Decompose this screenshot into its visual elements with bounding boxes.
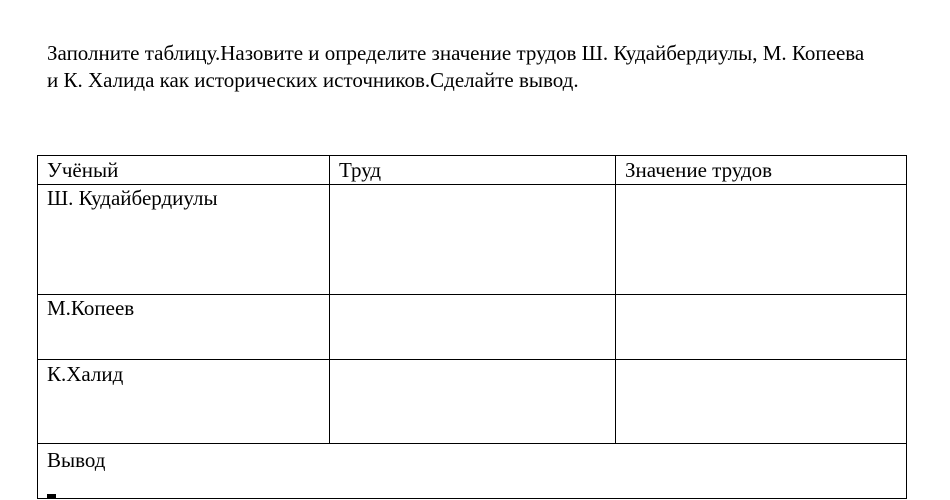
worksheet-table (37, 155, 907, 499)
significance-cell[interactable] (616, 185, 907, 295)
scholar-cell: К.Халид (38, 360, 330, 444)
table-header-row (38, 156, 907, 185)
work-cell[interactable] (330, 360, 616, 444)
clipped-heading (47, 0, 52, 10)
scholar-cell: Ш. Кудайбердиулы (38, 185, 330, 295)
significance-cell[interactable] (616, 295, 907, 360)
work-cell[interactable] (330, 295, 616, 360)
conclusion-row[interactable] (38, 444, 907, 499)
header-work: Труд (330, 156, 616, 185)
significance-cell[interactable] (616, 360, 907, 444)
task-instructions: Заполните таблицу.Назовите и определите значение трудов Ш. Кудайбердиулы, М. Копеева и К. Халида как исторических источников.Сделайте вывод. (47, 41, 865, 92)
table-row (38, 360, 907, 444)
table-row (38, 295, 907, 360)
header-significance: Значение трудов (616, 156, 907, 185)
header-scholar: Учёный (38, 156, 330, 185)
conclusion-label[interactable]: Вывод (38, 444, 907, 499)
clipped-footer (47, 494, 107, 500)
table-row (38, 185, 907, 295)
scholar-cell: М.Копеев (38, 295, 330, 360)
work-cell[interactable] (330, 185, 616, 295)
